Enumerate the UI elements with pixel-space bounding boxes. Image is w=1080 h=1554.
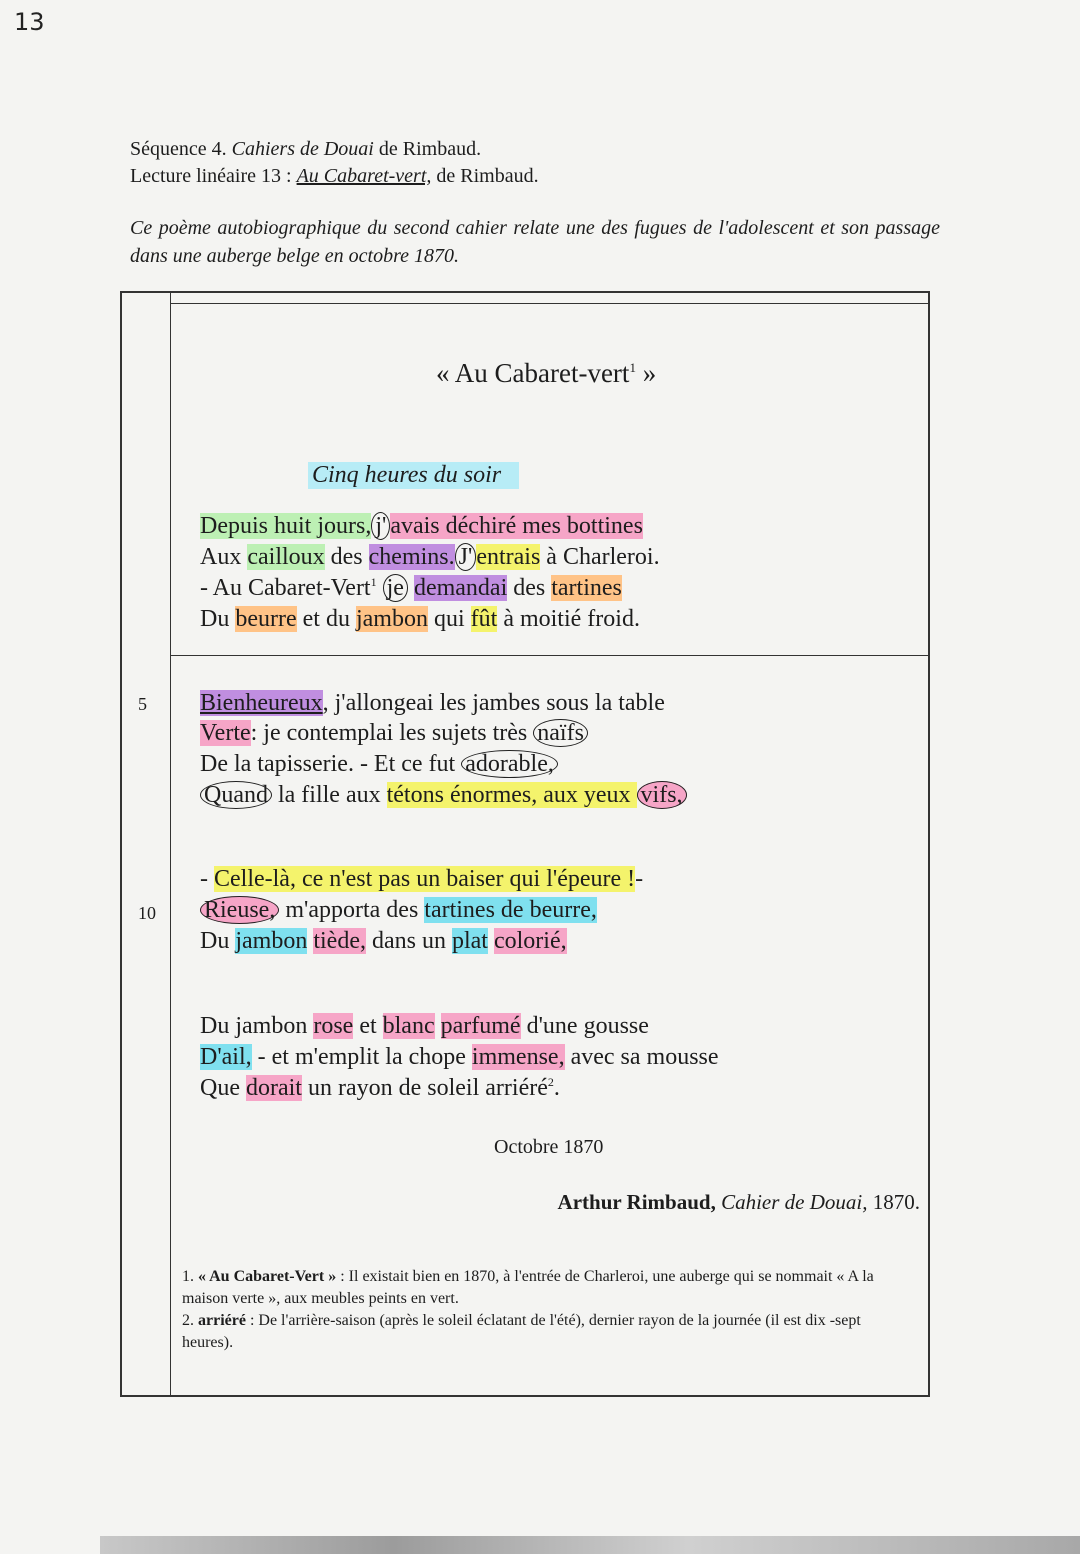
line-number: 10 [138,903,156,923]
poem-attribution: Arthur Rimbaud, Cahier de Douai, 1870. [557,1190,920,1214]
footnote-2: 2. arriéré : De l'arrière-saison (après le soleil éclatant de l'été), dernier rayon de la journée (il est dix -sept heures). [182,1312,861,1351]
verse-line: Verte: je contemplai les sujets très naïfs [200,720,588,747]
footnote-1: 1. « Au Cabaret-Vert » : Il existait bien en 1870, à l'entrée de Charleroi, une auberge qui se nommait « A la maison verte », aux meubles peints en vert. [182,1268,874,1307]
poem-title: « Au Cabaret-vert$^1$ » [436,358,657,388]
poem-frame [120,291,930,1397]
sequence-line: Séquence 4. Cahiers de Douai de Rimbaud. [130,138,482,160]
verse-line: De la tapisserie. - Et ce fut adorable, [200,751,558,778]
verse-line: - Au Cabaret-Vert$^1$ je demandai des tartines [200,575,622,601]
verse-line: Aux cailloux des chemins. J' entrais à Charleroi. [200,544,660,570]
poem-date: Octobre 1870 [494,1136,604,1158]
footnotes [182,1266,912,1354]
verse-line: Du jambon rose et blanc parfumé d'une gousse [200,1013,649,1039]
verse-line: Du beurre et du jambon qui fût à moitié froid. [200,606,640,632]
intro-paragraph: Ce poème autobiographique du second cahier relate une des fugues de l'adolescent et son passage dans une auberge belge en octobre 1870. [130,217,940,267]
lecture-line: Lecture linéaire 13 : Au Cabaret-vert, de Rimbaud. [130,165,539,187]
verse-line: - Celle-là, ce n'est pas un baiser qui l'épeure !- [200,866,644,892]
page-number: 13 [14,8,45,36]
verse-line: Que dorait un rayon de soleil arriéré$^2$. [200,1075,560,1101]
frame-divider [171,303,928,304]
verse-line: D'ail, - et m'emplit la chope immense, avec sa mousse [200,1044,719,1070]
verse-line: Rieuse, m'apporta des tartines de beurre, [200,897,597,924]
verse-line: Bienheureux, j'allongeai les jambes sous la table [200,690,665,716]
document-header [130,136,539,190]
line-number: 5 [138,694,147,714]
verse-line: Du jambon tiède, dans un plat colorié, [200,928,567,954]
frame-divider [171,655,928,656]
photo-edge-strip [100,1536,1080,1554]
verse-line: Quand la fille aux tétons énormes, aux yeux vifs, [200,782,687,809]
poem-subtitle: Cinq heures du soir [308,462,519,489]
verse-line: Depuis huit jours, j' avais déchiré mes bottines [200,513,643,539]
line-number-gutter [170,291,171,1397]
